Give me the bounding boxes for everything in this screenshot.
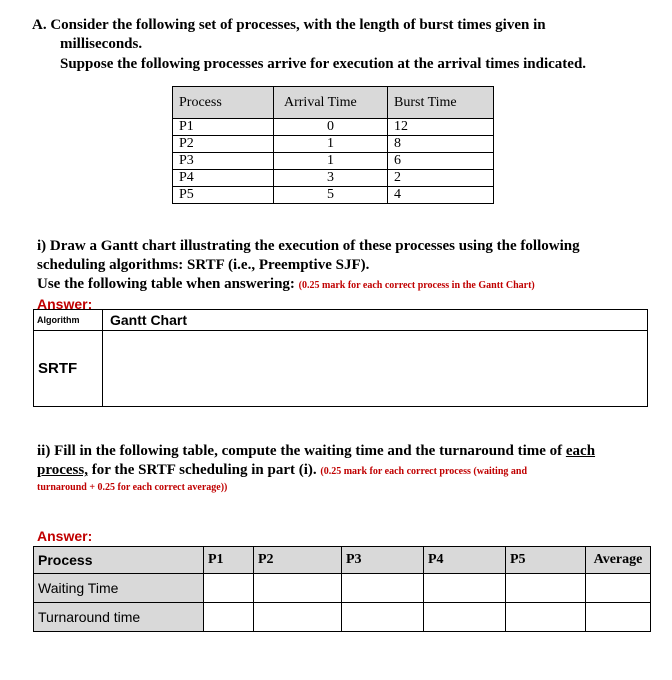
answer-header-p3: P3 <box>342 547 424 574</box>
part-ii-mark-note2: turnaround + 0.25 for each correct average)) <box>37 482 228 493</box>
table-row <box>173 170 494 187</box>
answer-header-p4: P4 <box>424 547 506 574</box>
part-ii-line1-text: ii) Fill in the following table, compute the waiting time and the turnaround time of <box>37 443 566 459</box>
answer-cell[interactable] <box>586 603 651 632</box>
answer-cell[interactable] <box>506 574 586 603</box>
part-i-line2: scheduling algorithms: SRTF (i.e., Preemptive SJF). <box>37 257 370 273</box>
arrival-cell: 1 <box>274 136 388 153</box>
answer-header-process: Process <box>34 547 204 574</box>
arrival-cell: 0 <box>274 119 388 136</box>
burst-cell: 4 <box>388 187 494 204</box>
part-i-text <box>37 237 657 314</box>
part-i-mark-note: (0.25 mark for each correct process in the Gantt Chart) <box>298 280 535 291</box>
part-ii-mark-note1: (0.25 mark for each correct process (waiting and <box>320 466 528 477</box>
header-arrival-time: Arrival Time <box>274 87 388 119</box>
table-row <box>173 119 494 136</box>
part-ii-process: process, <box>37 462 88 478</box>
process-cell: P1 <box>173 119 274 136</box>
question-a-line2: milliseconds. <box>60 36 143 52</box>
gantt-chart-header: Gantt Chart <box>103 310 648 331</box>
answer-cell[interactable] <box>424 603 506 632</box>
process-cell: P5 <box>173 187 274 204</box>
question-a-line3: Suppose the following processes arrive for execution at the arrival times indicated. <box>60 56 587 72</box>
table-row <box>34 603 651 632</box>
part-ii-answer-label: Answer: <box>37 528 93 544</box>
answer-cell[interactable] <box>342 603 424 632</box>
burst-cell: 12 <box>388 119 494 136</box>
arrival-cell: 3 <box>274 170 388 187</box>
table-row <box>173 153 494 170</box>
answer-cell[interactable] <box>506 603 586 632</box>
part-ii-line1 <box>37 442 657 461</box>
gantt-algorithm-header: Algorithm <box>34 310 103 331</box>
burst-cell: 2 <box>388 170 494 187</box>
burst-cell: 6 <box>388 153 494 170</box>
part-ii-each: each <box>565 443 596 459</box>
waiting-time-label: Waiting Time <box>34 574 204 603</box>
process-cell: P4 <box>173 170 274 187</box>
table-row <box>173 136 494 153</box>
gantt-header-row <box>34 310 648 331</box>
header-process: Process <box>173 87 274 119</box>
answer-cell[interactable] <box>254 603 342 632</box>
part-ii-line2-text: for the SRTF scheduling in part (i). <box>87 462 321 478</box>
answer-cell[interactable] <box>204 603 254 632</box>
arrival-cell: 5 <box>274 187 388 204</box>
answer-table <box>33 546 651 632</box>
gantt-answer-cell[interactable] <box>103 331 648 407</box>
answer-header-row <box>34 547 651 574</box>
question-a-line1: A. Consider the following set of processes, with the length of burst times given in <box>32 17 546 33</box>
answer-header-p2: P2 <box>254 547 342 574</box>
gantt-srtf-row <box>34 331 648 407</box>
table-row <box>173 187 494 204</box>
part-i-line1: i) Draw a Gantt chart illustrating the execution of these processes using the following <box>37 238 580 254</box>
part-ii-text <box>37 442 657 495</box>
turnaround-time-label: Turnaround time <box>34 603 204 632</box>
part-i-line3 <box>37 275 657 295</box>
part-i-answer-label: Answer: <box>37 296 93 312</box>
answer-header-p1: P1 <box>204 547 254 574</box>
part-i-instruction: Use the following table when answering: <box>37 276 299 292</box>
answer-cell[interactable] <box>586 574 651 603</box>
process-table-header <box>173 87 494 119</box>
answer-cell[interactable] <box>424 574 506 603</box>
answer-cell[interactable] <box>204 574 254 603</box>
part-ii-line2 <box>37 461 657 481</box>
header-burst-time: Burst Time <box>388 87 494 119</box>
process-cell: P2 <box>173 136 274 153</box>
process-table <box>172 86 494 204</box>
gantt-table <box>33 309 648 407</box>
gantt-srtf-label: SRTF <box>34 331 103 407</box>
question-a-heading <box>32 16 652 74</box>
answer-header-p5: P5 <box>506 547 586 574</box>
burst-cell: 8 <box>388 136 494 153</box>
process-cell: P3 <box>173 153 274 170</box>
table-row <box>34 574 651 603</box>
answer-cell[interactable] <box>254 574 342 603</box>
answer-cell[interactable] <box>342 574 424 603</box>
answer-header-average: Average <box>586 547 651 574</box>
arrival-cell: 1 <box>274 153 388 170</box>
